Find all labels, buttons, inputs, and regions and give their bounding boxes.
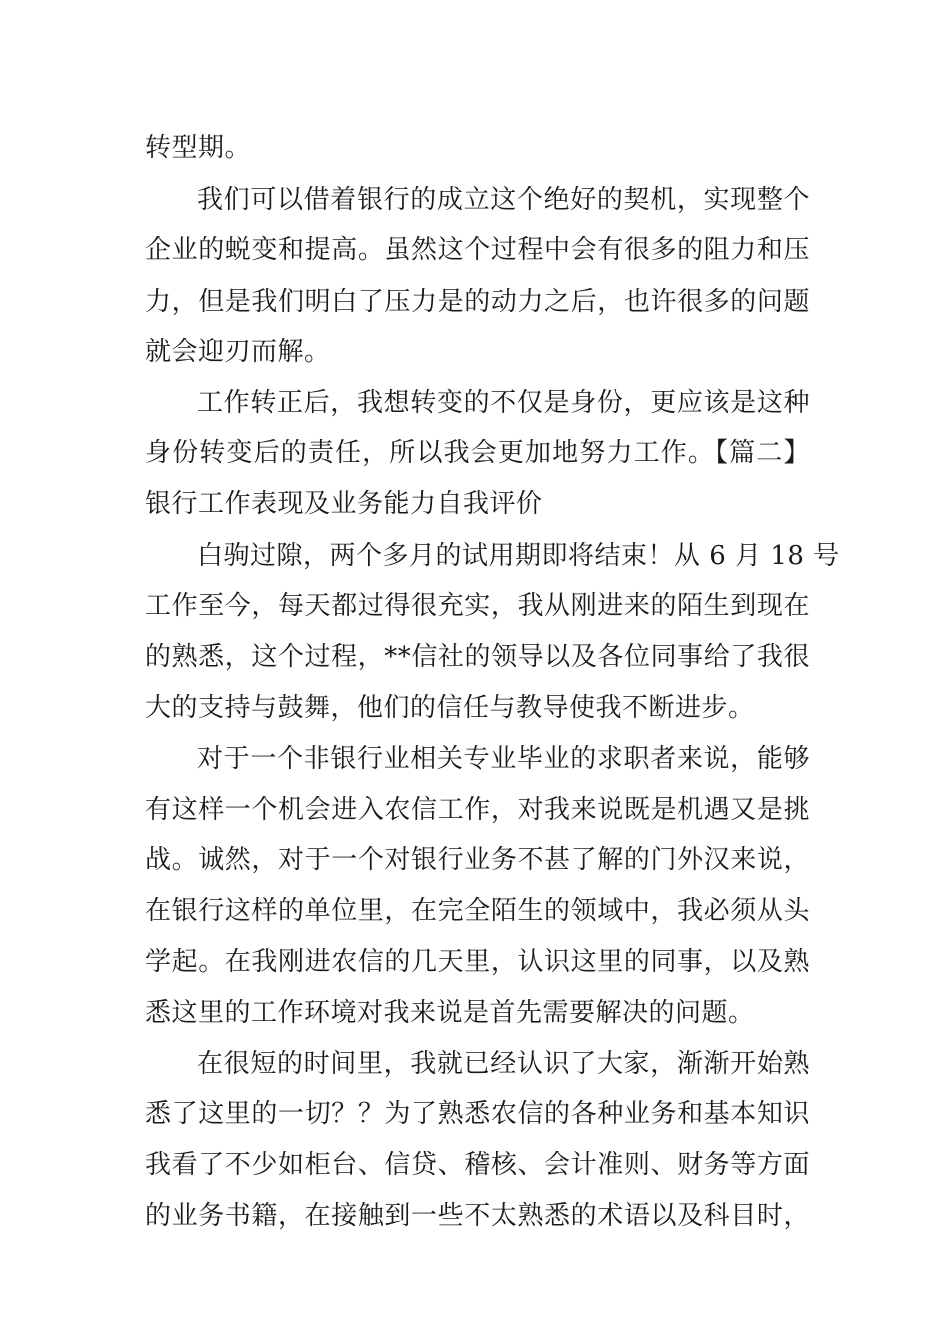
text-line: 工作转正后，我想转变的不仅是身份，更应该是这种 (197, 388, 810, 418)
text-line: 的业务书籍，在接触到一些不太熟悉的术语以及科目时， (145, 1201, 810, 1231)
text-line: 白驹过隙，两个多月的试用期即将结束！从 6 月 18 号 (197, 541, 840, 571)
text-line: 悉这里的工作环境对我来说是首先需要解决的问题。 (145, 998, 755, 1028)
text-line: 我看了不少如柜台、信贷、稽核、会计准则、财务等方面 (145, 1150, 810, 1180)
text-line: 我们可以借着银行的成立这个绝好的契机，实现整个 (197, 185, 810, 215)
text-line: 力，但是我们明白了压力是的动力之后，也许很多的问题 (145, 287, 810, 317)
text-line: 的熟悉，这个过程，**信社的领导以及各位同事给了我很 (145, 642, 810, 672)
text-line: 战。诚然，对于一个对银行业务不甚了解的门外汉来说， (145, 845, 810, 875)
text-line: 身份转变后的责任，所以我会更加地努力工作。【篇二】 (145, 438, 810, 468)
text-line: 对于一个非银行业相关专业毕业的求职者来说，能够 (197, 744, 810, 774)
text-line: 在银行这样的单位里，在完全陌生的领域中，我必须从头 (145, 896, 810, 926)
section-heading: 银行工作表现及业务能力自我评价 (145, 489, 543, 519)
text-line: 悉了这里的一切？？为了熟悉农信的各种业务和基本知识 (145, 1099, 810, 1129)
text-line: 在很短的时间里，我就已经认识了大家，渐渐开始熟 (197, 1049, 810, 1079)
text-line: 学起。在我刚进农信的几天里，认识这里的同事，以及熟 (145, 947, 810, 977)
text-line: 企业的蜕变和提高。虽然这个过程中会有很多的阻力和压 (145, 235, 810, 265)
text-line: 有这样一个机会进入农信工作，对我来说既是机遇又是挑 (145, 795, 810, 825)
text-line: 就会迎刃而解。 (145, 337, 331, 367)
text-line: 工作至今，每天都过得很充实，我从刚进来的陌生到现在 (145, 591, 810, 621)
text-line: 转型期。 (145, 133, 252, 163)
text-line: 大的支持与鼓舞，他们的信任与教导使我不断进步。 (145, 693, 755, 723)
